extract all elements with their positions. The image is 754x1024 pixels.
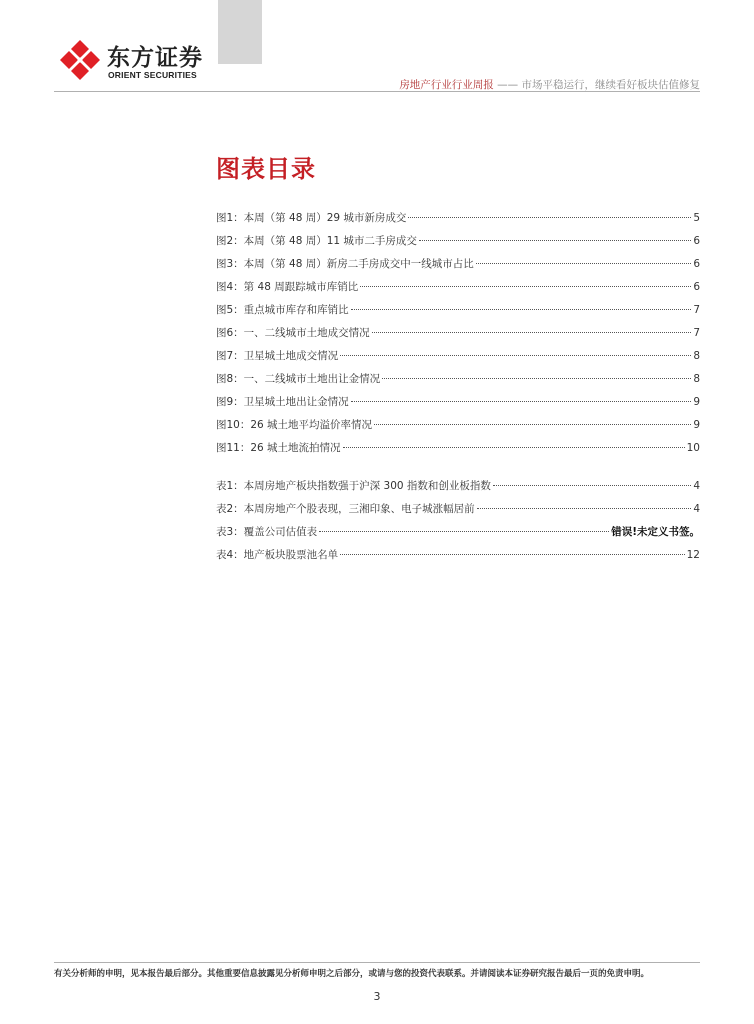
toc-entry-page: 6 (693, 235, 700, 247)
toc-entry-label: 图6：一、二线城市土地成交情况 (216, 327, 370, 339)
toc-table-entry[interactable] (216, 501, 700, 524)
toc-figure-entry[interactable] (216, 302, 700, 325)
toc-entry-page: 错误!未定义书签。 (611, 526, 700, 538)
toc-table-entry[interactable] (216, 524, 700, 547)
header-divider (54, 91, 700, 92)
dot-leader (360, 286, 691, 287)
dot-leader (372, 332, 692, 333)
footer-divider (54, 962, 700, 963)
toc-figure-entry[interactable] (216, 417, 700, 440)
toc-entry-page: 8 (693, 350, 700, 362)
toc-table-entry[interactable] (216, 478, 700, 501)
toc-entry-label: 表4：地产板块股票池名单 (216, 549, 339, 561)
dot-leader (319, 531, 609, 532)
toc-figure-entry[interactable] (216, 440, 700, 463)
report-subtitle: 市场平稳运行，继续看好板块估值修复 (521, 79, 700, 91)
dot-leader (351, 401, 692, 402)
toc-entry-label: 图10：26 城土地平均溢价率情况 (216, 419, 373, 431)
toc-entry-label: 图8：一、二线城市土地出让金情况 (216, 373, 381, 385)
toc-figure-entry[interactable] (216, 325, 700, 348)
toc-entry-page: 6 (693, 281, 700, 293)
toc-figure-entry[interactable] (216, 394, 700, 417)
toc-entry-page: 9 (693, 419, 700, 431)
dot-leader (408, 217, 691, 218)
toc-entry-label: 图7：卫星城土地成交情况 (216, 350, 339, 362)
report-header-title (399, 77, 700, 92)
toc-entry-page: 7 (693, 327, 700, 339)
report-type: 房地产行业行业周报 (399, 79, 494, 91)
figure-list (216, 210, 700, 463)
dot-leader (419, 240, 691, 241)
toc-entry-label: 图2：本周（第 48 周）11 城市二手房成交 (216, 235, 417, 247)
toc-heading: 图表目录 (216, 155, 316, 183)
toc-figure-entry[interactable] (216, 371, 700, 394)
toc-figure-entry[interactable] (216, 348, 700, 371)
dot-leader (382, 378, 691, 379)
header-decoration-bar (218, 0, 262, 64)
page-number: 3 (373, 990, 381, 1003)
toc-entry-label: 图3：本周（第 48 周）新房二手房成交中一线城市占比 (216, 258, 474, 270)
footer-disclaimer: 有关分析师的申明，见本报告最后部分。其他重要信息披露见分析师申明之后部分，或请与您的投资代表联系。并请阅读本证券研究报告最后一页的免责申明。 (54, 969, 650, 979)
toc-entry-label: 图1：本周（第 48 周）29 城市新房成交 (216, 212, 407, 224)
header-separator: —— (493, 79, 522, 91)
dot-leader (340, 554, 684, 555)
toc-entry-page: 5 (693, 212, 700, 224)
toc-entry-label: 图5：重点城市库存和库销比 (216, 304, 349, 316)
toc-entry-page: 4 (693, 480, 700, 492)
toc-entry-page: 6 (693, 258, 700, 270)
toc-figure-entry[interactable] (216, 256, 700, 279)
toc-entry-label: 图11：26 城土地流拍情况 (216, 442, 341, 454)
dot-leader (476, 263, 692, 264)
toc-entry-page: 9 (693, 396, 700, 408)
dot-leader (343, 447, 685, 448)
toc-entry-label: 图9：卫星城土地出让金情况 (216, 396, 349, 408)
toc-figure-entry[interactable] (216, 210, 700, 233)
logo-text-cn: 东方证券 (107, 45, 203, 71)
dot-leader (340, 355, 691, 356)
toc-entry-page: 4 (693, 503, 700, 515)
toc-entry-page: 8 (693, 373, 700, 385)
logo-text-en: ORIENT SECURITIES (108, 70, 197, 80)
orient-securities-logo (58, 38, 218, 84)
toc-entry-label: 表3：覆盖公司估值表 (216, 526, 318, 538)
table-list (216, 478, 700, 570)
toc-entry-label: 表2：本周房地产个股表现，三湘印象、电子城涨幅居前 (216, 503, 475, 515)
dot-leader (374, 424, 691, 425)
toc-entry-page: 12 (686, 549, 700, 561)
toc-entry-page: 10 (686, 442, 700, 454)
toc-table-entry[interactable] (216, 547, 700, 570)
toc-entry-page: 7 (693, 304, 700, 316)
logo-mark-icon (58, 38, 102, 82)
toc-entry-label: 图4：第 48 周跟踪城市库销比 (216, 281, 359, 293)
dot-leader (351, 309, 692, 310)
toc-figure-entry[interactable] (216, 279, 700, 302)
dot-leader (493, 485, 691, 486)
toc-figure-entry[interactable] (216, 233, 700, 256)
toc-entry-label: 表1：本周房地产板块指数强于沪深 300 指数和创业板指数 (216, 480, 491, 492)
dot-leader (477, 508, 692, 509)
